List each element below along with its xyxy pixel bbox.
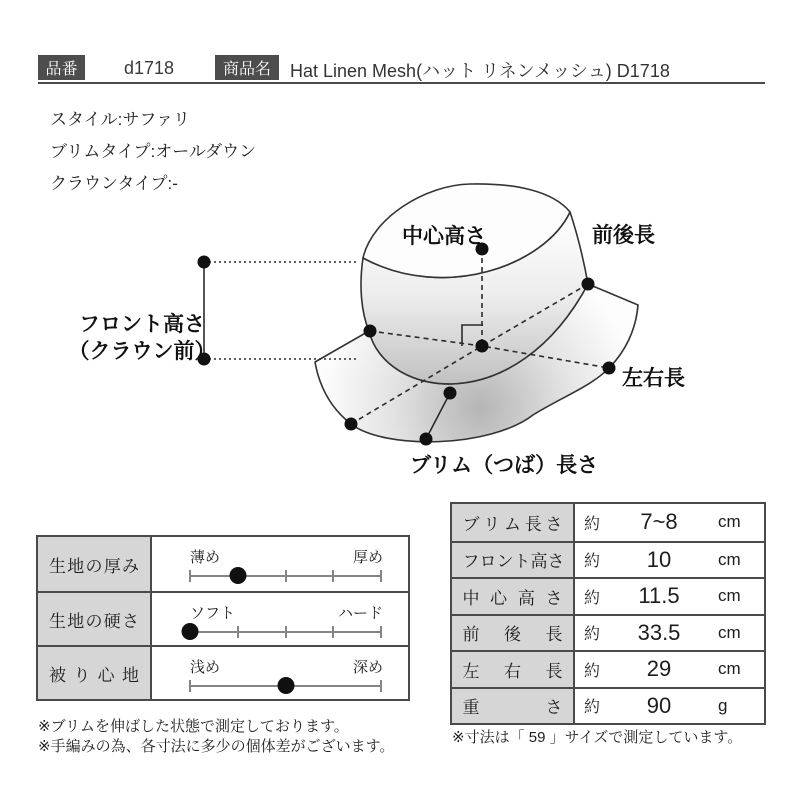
product-name-badge: 商品名 (215, 55, 279, 80)
table-row-center-height (452, 577, 764, 614)
measure-unit: cm (718, 549, 741, 569)
measure-value: 11.5 (638, 583, 680, 609)
measure-unit: g (718, 695, 728, 715)
slider-cell (152, 593, 408, 645)
row-label: フ ロ ン ト 高 さ (462, 552, 565, 572)
stiffness-scale (190, 631, 381, 633)
table-row-front-back-length (452, 614, 764, 651)
row-value-cell (575, 616, 764, 651)
measure-unit: cm (718, 586, 741, 606)
scale-min-label: 浅め (190, 659, 221, 676)
footnotes-left (38, 717, 394, 757)
header-divider (38, 82, 765, 84)
approx-prefix: 約 (584, 662, 601, 680)
table-row-weight (452, 687, 764, 724)
row-value-cell (575, 652, 764, 687)
approx-prefix: 約 (584, 699, 601, 717)
row-value-cell (575, 689, 764, 724)
row-label: 生 地 の 厚 み (49, 556, 139, 576)
scale-min-label: 薄め (190, 549, 221, 566)
table-row-thickness (38, 537, 408, 591)
row-label: 被 り 心 地 (49, 665, 139, 685)
table-row-left-right-length (452, 650, 764, 687)
spec-crown-type: クラウンタイプ:- (50, 174, 178, 193)
label-front-height-line1: フロント高さ (79, 313, 205, 336)
measure-unit: cm (718, 659, 741, 679)
row-value-cell (575, 504, 764, 541)
scale-max-label: 厚め (352, 549, 383, 566)
row-label-cell (38, 647, 152, 699)
label-brim-length: ブリム（つば）長さ (410, 454, 599, 477)
hat-measurement-diagram (0, 170, 800, 505)
table-row-fit-depth (38, 645, 408, 699)
thickness-scale (190, 575, 381, 577)
row-label-cell (452, 652, 575, 687)
product-number-badge: 品番 (38, 55, 85, 80)
measure-value: 29 (646, 656, 672, 682)
row-label: 前 後 長 (462, 625, 563, 645)
footnote-size: ※寸法は「 59 」サイズで測定しています。 (452, 729, 743, 746)
measure-value: 33.5 (637, 619, 681, 645)
table-row-front-height (452, 541, 764, 578)
row-label-cell (452, 689, 575, 724)
measurements-table (450, 502, 766, 725)
scale-max-label: ハード (337, 605, 383, 622)
row-label: ブ リ ム 長 さ (462, 514, 563, 534)
fabric-feel-table (36, 535, 410, 701)
measure-unit: cm (718, 622, 741, 642)
measure-value: 7~8 (640, 509, 678, 535)
scale-min-label: ソフト (190, 605, 236, 622)
spec-style: スタイル:サファリ (50, 110, 191, 129)
slider-cell (152, 647, 408, 699)
row-label: 左 右 長 (462, 661, 563, 681)
measure-value: 90 (646, 692, 672, 718)
slider-cell (152, 537, 408, 591)
row-label: 中 心 高 さ (462, 588, 563, 608)
scale-max-label: 深め (352, 659, 383, 676)
product-number-value: d1718 (123, 58, 175, 78)
spec-brim-type: ブリムタイプ:オールダウン (50, 142, 257, 161)
footnote-brim: ※ブリムを伸ばした状態で測定しております。 (38, 718, 349, 735)
row-label-cell (452, 504, 575, 541)
row-value-cell (575, 579, 764, 614)
table-row-stiffness (38, 591, 408, 645)
footnote-handmade: ※手編みの為、各寸法に多少の個体差がございます。 (38, 738, 395, 755)
table-row-brim-length (452, 504, 764, 541)
row-label-cell (452, 579, 575, 614)
label-front-height-line2: （クラウン前） (68, 340, 216, 363)
fit-depth-scale (190, 685, 381, 687)
row-label-cell (452, 616, 575, 651)
approx-prefix: 約 (584, 515, 601, 533)
row-label: 重 さ (462, 698, 563, 718)
row-value-cell (575, 543, 764, 578)
row-label-cell (38, 537, 152, 591)
row-label-cell (452, 543, 575, 578)
product-name-value: Hat Linen Mesh(ハット リネンメッシュ) D1718 (290, 61, 670, 81)
row-label: 生 地 の 硬 さ (49, 611, 139, 631)
approx-prefix: 約 (584, 553, 601, 571)
measure-unit: cm (718, 512, 741, 532)
label-center-height: 中心高さ (402, 225, 486, 248)
measure-value: 10 (646, 546, 672, 572)
approx-prefix: 約 (584, 589, 601, 607)
label-front-back: 前後長 (592, 224, 655, 247)
label-left-right: 左右長 (622, 367, 685, 390)
row-label-cell (38, 593, 152, 645)
approx-prefix: 約 (584, 626, 601, 644)
